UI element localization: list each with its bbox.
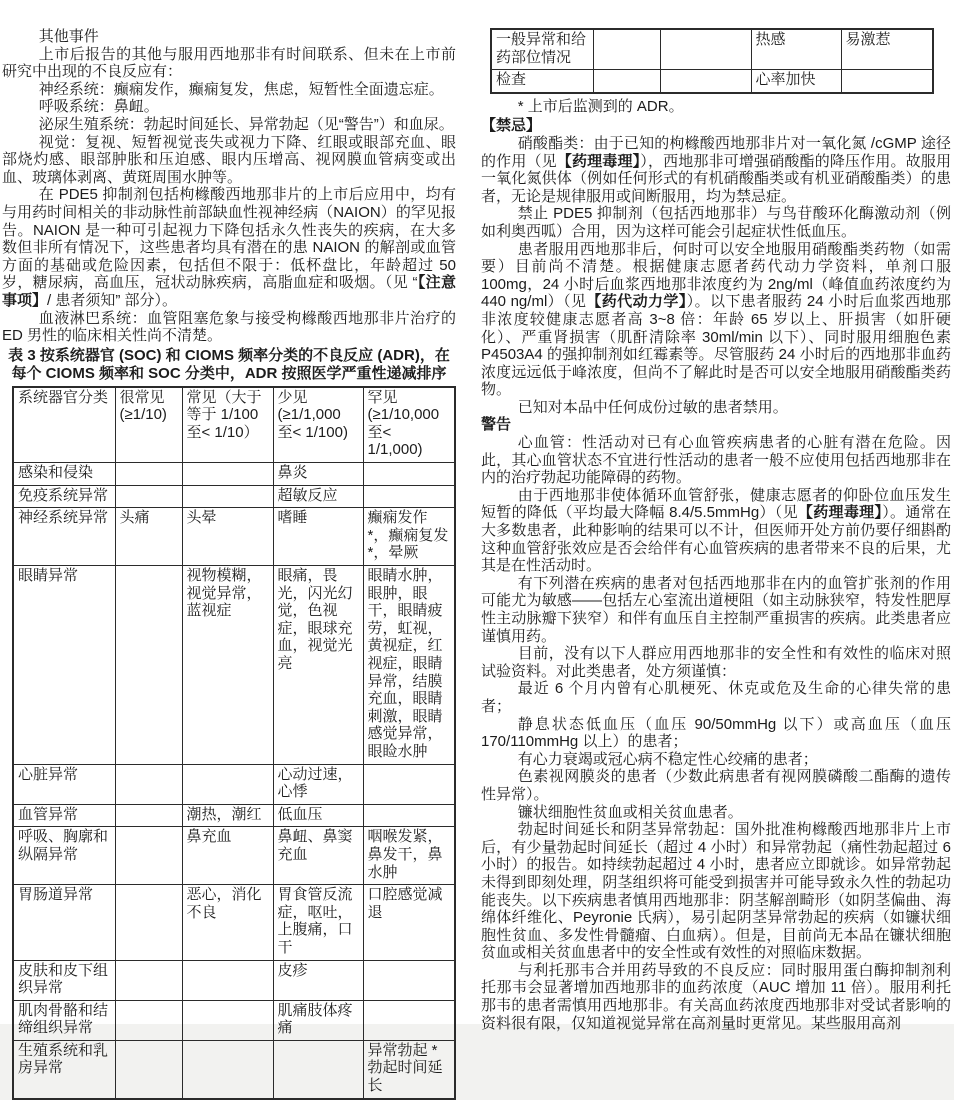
adr-cell (660, 70, 751, 93)
adr-cell (182, 463, 273, 486)
adr-header-cell-very-common: 很常见 (≥1/10) (115, 387, 182, 463)
adr-cell: 肌痛肢体疼痛 (273, 1000, 363, 1040)
adr-row-musculoskeletal (13, 1000, 455, 1040)
adr-cell: 胃食管反流症，呕吐，上腹痛，口干 (273, 885, 363, 960)
adr-header-cell-uncommon: 少见 (≥1/1,000 至< 1/100) (273, 387, 363, 463)
adr-row-immune (13, 485, 455, 508)
adr-cell (363, 960, 455, 1000)
adr-cell (182, 764, 273, 804)
adr-cell: 皮疹 (273, 960, 363, 1000)
paragraph-urogenital-system: 泌尿生殖系统：勃起时间延长、异常勃起（见“警告”）和血尿。 (38, 115, 454, 133)
adr-cell: 神经系统异常 (13, 508, 115, 566)
adr-cell (115, 885, 182, 960)
adr-cell: 心率加快 (751, 70, 841, 93)
adr-row-gastrointestinal (13, 885, 455, 960)
paragraph-retinitis-pigmentosa: 色素视网膜炎的患者（少数此病患者有视网膜磷酸二酯酶的遗传性异常）。 (481, 768, 951, 803)
adr-row-respiratory (13, 827, 455, 885)
adr-table (12, 386, 456, 1100)
adr-cell: 口腔感觉减退 (363, 885, 455, 960)
adr-cell: 异常勃起 * 勃起时间延长 (363, 1040, 455, 1098)
text-segment-bold: 【药理毒理】 (797, 504, 883, 522)
adr-cell: 心动过速，心悸 (273, 764, 363, 804)
paragraph-respiratory-system: 呼吸系统：鼻衄。 (38, 98, 159, 116)
text-segment-bold: 【药代动力学】 (586, 293, 687, 311)
text-segment: / 患者须知” 部分）。 (47, 291, 178, 309)
adr-cell (115, 960, 182, 1000)
adr-cell: 咽喉发紧，鼻发干，鼻水肿 (363, 827, 455, 885)
adr-cell (182, 1040, 273, 1098)
paragraph-nitrates (481, 135, 951, 205)
section-heading-contraindications: 【禁忌】 (481, 117, 542, 135)
adr-cell: 头痛 (115, 508, 182, 566)
adr-cell: 免疫系统异常 (13, 485, 115, 508)
paragraph-priapism: 勃起时间延长和阴茎异常勃起：国外批准枸橼酸西地那非片上市后，有少量勃起时间延长（超过 4 小时）和异常勃起（痛性勃起超过 6 小时）的报告。如持续勃起超过 4 小时，患者应立即就诊。如异常勃起未得到即刻处理，阴茎组织将可能受到损害并可能导致永久性的勃起功能丧失。以下疾病患者慎用西地那非：阴茎解剖畸形（如阴茎偏曲、海绵体纤维化、Peyronie 氏病），易引起阴茎异常勃起的疾病（如镰状细胞性贫血、多发性骨髓瘤、白血病）。但是，目前尚无本品在镰状细胞贫血或相关贫血患者中的安全性或有效性的对照临床数据。 (481, 821, 951, 962)
adr-row-investigations (491, 70, 933, 93)
adr-cell: 易激惹 (841, 29, 933, 70)
paragraph-other-events: 其他事件 (38, 28, 99, 45)
adr-cell: 眼睛异常 (13, 566, 115, 765)
adr-row-eye (13, 566, 455, 765)
adr-row-infections (13, 463, 455, 486)
text-segment: ），西地那非可增强硝酸酯的降压作用。故服用一氧化氮供体（例如任何形式的有机硝酸酯类或有机亚硝酸酯类）的患者，无论是规律服用或间断服用，均为禁忌症。 (481, 152, 951, 205)
paragraph-sensitive-patients: 有下列潜在疾病的患者对包括西地那非在内的血管扩张剂的作用可能尤为敏感——包括左心室流出道梗阻（如主动脉狭窄，特发性肥厚性主动脉瓣下狭窄）和伴有血压自主控制严重损害的疾病。此类患者应谨慎用药。 (481, 574, 951, 645)
paragraph-nitrate-timing (481, 241, 951, 399)
paragraph-sickle-cell: 镰状细胞性贫血或相关贫血患者。 (517, 803, 743, 821)
adr-cell (363, 764, 455, 804)
text-segment: ）。通常在大多数患者，此种影响的结果可以不计，但医师开处方前仍要仔细斟酌这种血管舒张效应是否会给伴有心血管疾病的患者带来不良的后果，尤其是在性活动时。 (481, 504, 951, 575)
adr-cell (115, 804, 182, 827)
adr-cell: 胃肠道异常 (13, 885, 115, 960)
text-segment: 患者服用西地那非后，何时可以安全地服用硝酸酯类药物（如需要）目前尚不清楚。根据健康志愿者药代动力学资料，单剂口服 100mg，24 小时后血浆西地那非浓度约为 2ng/ml（峰值血药浓度约为 440 ng/ml）（见 (481, 240, 951, 311)
paragraph-nervous-system: 神经系统：癫痫发作，癫痫复发，焦虑，短暂性全面遗忘症。 (38, 80, 444, 98)
adr-row-skin (13, 960, 455, 1000)
paragraph-naion (2, 186, 456, 309)
adr-cell: 生殖系统和乳房异常 (13, 1040, 115, 1098)
adr-table-continued (490, 28, 934, 94)
paragraph-heart-failure: 有心力衰竭或冠心病不稳定性心绞痛的患者； (517, 750, 818, 768)
adr-cell: 嗜睡 (273, 508, 363, 566)
text-segment: ）。以下患者服药 24 小时后血浆西地那非浓度较健康志愿者高 3~8 倍：年龄 65 岁以上、肝损害（如肝硬化）、严重肾损害（肌酐清除率 30ml/min 以下）、同时服用细胞色素 P4503A4 的强抑制剂如红霉素等。尽管服药 24 小时后的西地那非血药浓度远远低于峰浓度，但尚不了解此时是否可以安全地服用硝酸酯类药物。 (481, 293, 951, 399)
text-segment-bold: 【药理毒理】 (556, 152, 641, 170)
adr-row-cardiac (13, 764, 455, 804)
adr-header-cell-common: 常见（大于等于 1/100 至< 1/10） (182, 387, 273, 463)
adr-cell: 视物模糊，视觉异常，蓝视症 (182, 566, 273, 765)
adr-cell (363, 485, 455, 508)
adr-cell: 鼻衄、鼻窦充血 (273, 827, 363, 885)
table3-title: 表 3 按系统器官 (SOC) 和 CIOMS 频率分类的不良反应 (ADR)，在每个 CIOMS 频率和 SOC 分类中，ADR 按照医学严重性递减排序 (8, 346, 450, 382)
adr-cell: 癫痫发作 *，癫痫复发 *，晕厥 (363, 508, 455, 566)
adr-header-cell-soc: 系统器官分类 (13, 387, 115, 463)
adr-cell (363, 1000, 455, 1040)
adr-cell (363, 463, 455, 486)
section-heading-warnings: 警告 (481, 416, 512, 434)
adr-row-nervous (13, 508, 455, 566)
adr-cell: 呼吸、胸廓和纵隔异常 (13, 827, 115, 885)
adr-cell: 鼻充血 (182, 827, 273, 885)
paragraph-vasodilation (481, 487, 951, 575)
text-segment: 在 PDE5 抑制剂包括枸橼酸西地那非片的上市后应用中，均有与用药时间相关的非动脉性前部缺血性视神经病（NAION）的罕见报告。NAION 是一种可引起视力下降包括永久性丧失的疾病，在大多数但非所有情况下，这些患者均具有潜在的患 NAION 的解剖或血管方面的基础或危险因素，包括但不限于：低杯盘比，年龄超过 50 岁，糖尿病，高血压，冠状动脉疾病，高脂血症和吸烟。（见 “ (2, 186, 456, 292)
adr-cell (182, 1000, 273, 1040)
paragraph-hemolymphatic: 血液淋巴系统：血管阻塞危象与接受枸橼酸西地那非片治疗的 ED 男性的临床相关性尚不清楚。 (2, 309, 456, 345)
adr-cell: 恶心，消化不良 (182, 885, 273, 960)
adr-cell: 热感 (751, 29, 841, 70)
adr-cell (182, 960, 273, 1000)
adr-cell (660, 29, 751, 70)
adr-cell: 头晕 (182, 508, 273, 566)
paragraph-gc-stimulators: 禁止 PDE5 抑制剂（包括西地那非）与鸟苷酸环化酶激动剂（例如利奥西呱）合用，因为这样可能会引起症状性低血压。 (481, 205, 951, 240)
paragraph-ritonavir: 与利托那韦合并用药导致的不良反应：同时服用蛋白酶抑制剂利托那韦会显著增加西地那非的血药浓度（AUC 增加 11 倍）。服用利托那韦的患者需慎用西地那非。有关高血药浓度西地那非对受试者影响的资料很有限，仅知道视觉异常在高剂量时更常见。某些服用高剂 (481, 961, 951, 1032)
adr-cell: 检查 (491, 70, 593, 93)
adr-cell: 皮肤和皮下组织异常 (13, 960, 115, 1000)
adr-cell: 低血压 (273, 804, 363, 827)
text-segment-bold: 【注意事项】 (2, 274, 456, 309)
adr-cell (593, 70, 660, 93)
adr-cell: 眼痛，畏光，闪光幻觉，色视症，眼球充血，视觉光亮 (273, 566, 363, 765)
adr-cell (115, 566, 182, 765)
adr-cell (363, 804, 455, 827)
right-column (481, 28, 951, 1032)
adr-cell (115, 764, 182, 804)
adr-cell (593, 29, 660, 70)
adr-cell: 感染和侵染 (13, 463, 115, 486)
adr-cell (115, 1040, 182, 1098)
paragraph-blood-pressure: 静息状态低血压（血压 90/50mmHg 以下）或高血压（血压 170/110mmHg 以上）的患者； (481, 715, 951, 751)
paragraph-no-trial-data: 目前，没有以下人群应用西地那非的安全性和有效性的临床对照试验资料。对此类患者，处方须谨慎： (481, 645, 951, 680)
adr-cell (841, 70, 933, 93)
table-footnote: * 上市后监测到的 ADR。 (517, 97, 684, 115)
paragraph-cardiovascular: 心血管：性活动对已有心血管疾病患者的心脏有潜在危险。因此，其心血管状态不宜进行性活动的患者一般不应使用包括西地那非在内的治疗勃起功能障碍的药物。 (481, 434, 951, 487)
paragraph-postmarket-intro: 上市后报告的其他与服用西地那非有时间联系、但未在上市前研究中出现的不良反应有： (2, 45, 456, 81)
adr-cell (115, 485, 182, 508)
adr-cell (115, 827, 182, 885)
adr-cell (273, 1040, 363, 1098)
adr-cell (115, 1000, 182, 1040)
adr-cell: 眼睛水肿，眼肿，眼干，眼睛疲劳，虹视，黄视症，红视症，眼睛异常，结膜充血，眼睛刺激，眼睛感觉异常，眼睑水肿 (363, 566, 455, 765)
paragraph-vision: 视觉：复视、短暂视觉丧失或视力下降、红眼或眼部充血、眼部烧灼感、眼部肿胀和压迫感、眼内压增高、视网膜血管病变或出血、玻璃体剥离、黄斑周围水肿等。 (2, 133, 456, 186)
adr-cell (182, 485, 273, 508)
adr-cell: 血管异常 (13, 804, 115, 827)
adr-cell (115, 463, 182, 486)
adr-cell: 心脏异常 (13, 764, 115, 804)
adr-row-vascular (13, 804, 455, 827)
adr-cell: 一般异常和给药部位情况 (491, 29, 593, 70)
paragraph-hypersensitivity: 已知对本品中任何成份过敏的患者禁用。 (517, 398, 788, 416)
text-segment: 由于西地那非使体循环血管舒张，健康志愿者的仰卧位血压发生短暂的降低（平均最大降幅 8.4/5.5mmHg）（见 (481, 486, 951, 522)
paragraph-recent-mi: 最近 6 个月内曾有心肌梗死、休克或危及生命的心律失常的患者； (481, 680, 951, 715)
adr-row-general-admin-site (491, 29, 933, 70)
text-segment: 硝酸酯类：由于已知的枸橼酸西地那非片对一氧化氮 /cGMP 途径的作用（见 (481, 134, 951, 170)
adr-row-reproductive (13, 1040, 455, 1098)
adr-cell: 超敏反应 (273, 485, 363, 508)
adr-cell: 肌肉骨骼和结缔组织异常 (13, 1000, 115, 1040)
adr-cell: 鼻炎 (273, 463, 363, 486)
adr-header-row (13, 387, 455, 463)
left-column (2, 28, 456, 1100)
adr-header-cell-rare: 罕见 (≥1/10,000 至< 1/1,000) (363, 387, 455, 463)
adr-cell: 潮热，潮红 (182, 804, 273, 827)
